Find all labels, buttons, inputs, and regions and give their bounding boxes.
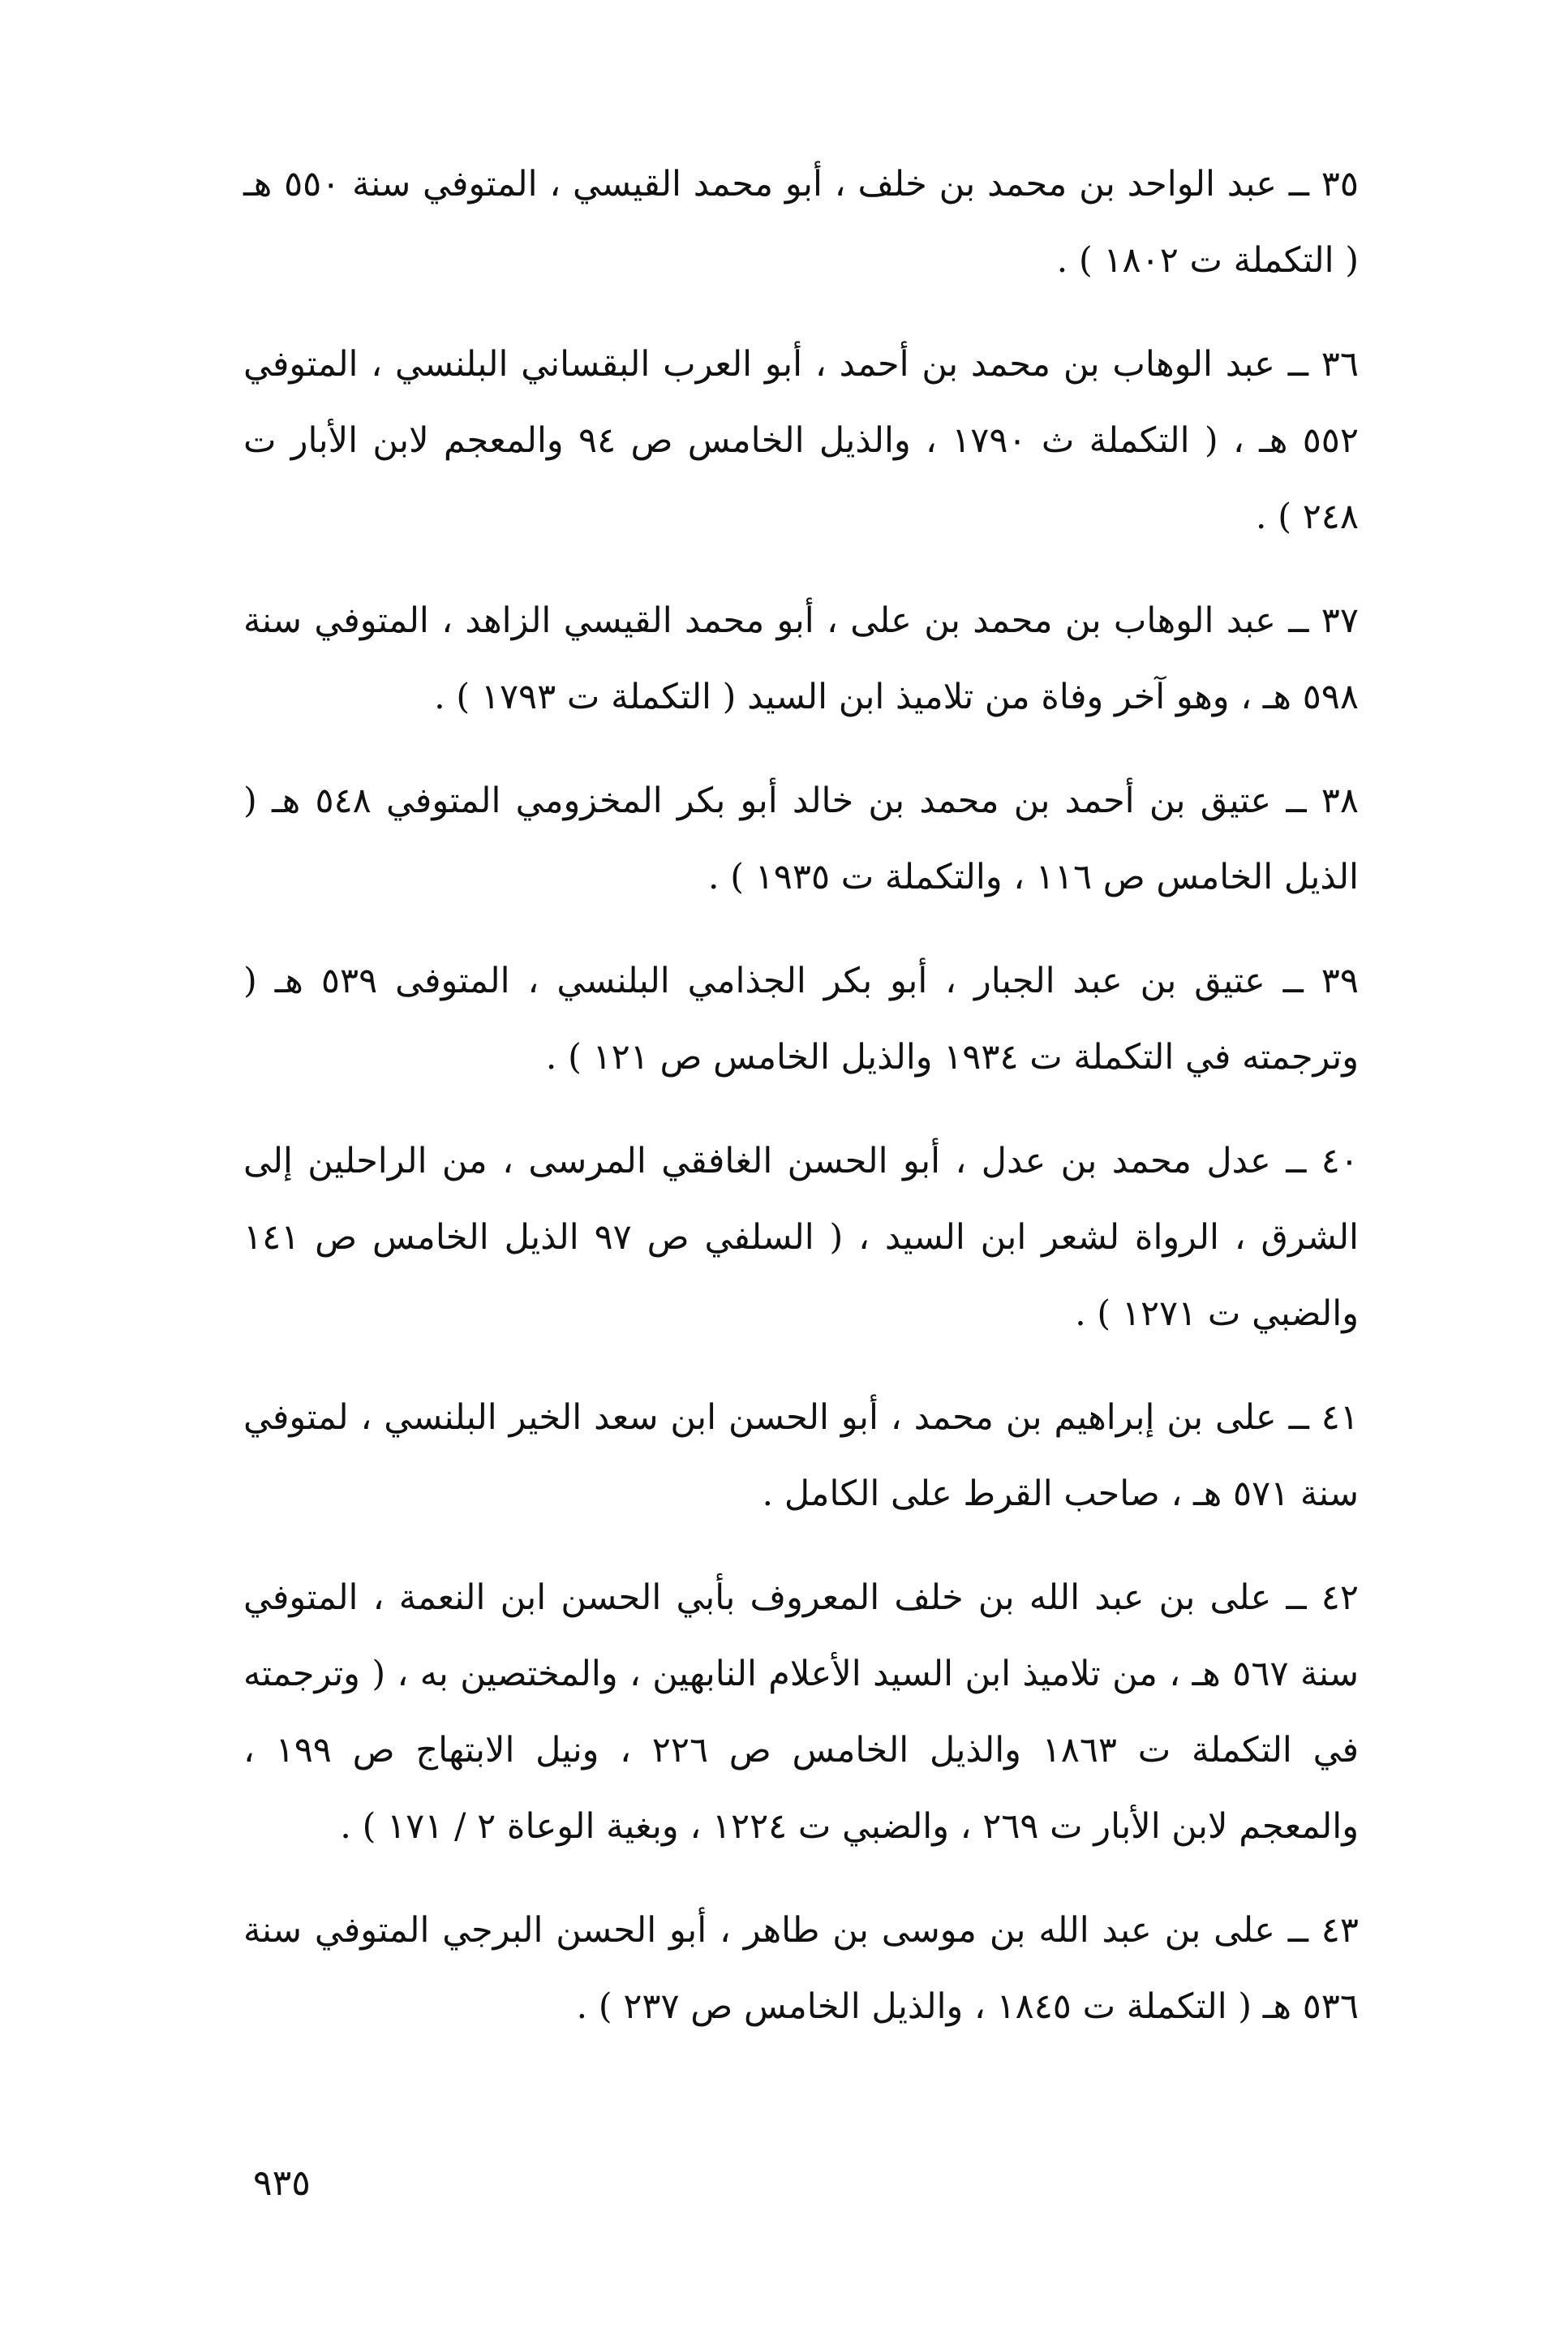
entry-39: ٣٩ ــ عتيق بن عبد الجبار ، أبو بكر الجذامي البلنسي ، المتوفى ٥٣٩ هـ ( وترجمته في التكملة ت ١٩٣٤ والذيل الخامس ص ١٢١ ) . [243, 961, 1359, 1078]
entry-36: ٣٦ ــ عبد الوهاب بن محمد بن أحمد ، أبو العرب البقساني البلنسي ، المتوفي ٥٥٢ هـ ، ( التكملة ث ١٧٩٠ ، والذيل الخامس ص ٩٤ والمعجم لابن الأبار ت ٢٤٨ ) . [243, 344, 1359, 537]
entry-38: ٣٨ ــ عتيق بن أحمد بن محمد بن خالد أبو بكر المخزومي المتوفي ٥٤٨ هـ ( الذيل الخامس ص ١١٦ ، والتكملة ت ١٩٣٥ ) . [243, 781, 1359, 897]
entry-42: ٤٢ ــ على بن عبد الله بن خلف المعروف بأبي الحسن ابن النعمة ، المتوفي سنة ٥٦٧ هـ ، من تلاميذ ابن السيد الأعلام النابهين ، والمختصين به ، ( وترجمته في التكملة ت ١٨٦٣ والذيل الخامس ص ٢٢٦ ، ونيل الابتهاج ص ١٩٩ ، والمعجم لابن الأبار ت ٢٦٩ ، والضبي ت ١٢٢٤ ، وبغية الوعاة ٢ / ١٧١ ) . [243, 1577, 1360, 1847]
page-number: ٩٣٥ [253, 2162, 311, 2204]
entry-40: ٤٠ ــ عدل محمد بن عدل ، أبو الحسن الغافقي المرسى ، من الراحلين إلى الشرق ، الرواة لشعر ابن السيد ، ( السلفي ص ٩٧ الذيل الخامس ص ١٤١ والضبي ت ١٢٧١ ) . [243, 1141, 1360, 1334]
entry-37: ٣٧ ــ عبد الوهاب بن محمد بن على ، أبو محمد القيسي الزاهد ، المتوفي سنة ٥٩٨ هـ ، وهو آخر وفاة من تلاميذ ابن السيد ( التكملة ت ١٧٩٣ ) . [243, 600, 1359, 717]
entry-43: ٤٣ ــ على بن عبد الله بن موسى بن طاهر ، أبو الحسن البرجي المتوفي سنة ٥٣٦ هـ ( التكملة ت ١٨٤٥ ، والذيل الخامس ص ٢٣٧ ) . [243, 1910, 1359, 2027]
entry-41: ٤١ ــ على بن إبراهيم بن محمد ، أبو الحسن ابن سعد الخير البلنسي ، لمتوفي سنة ٥٧١ هـ ، صاحب القرط على الكامل . [243, 1397, 1359, 1514]
entry-35: ٣٥ ــ عبد الواحد بن محمد بن خلف ، أبو محمد القيسي ، المتوفي سنة ٥٥٠ هـ ( التكملة ت ١٨٠٢ ) . [243, 164, 1359, 281]
page-body [243, 146, 1359, 2207]
